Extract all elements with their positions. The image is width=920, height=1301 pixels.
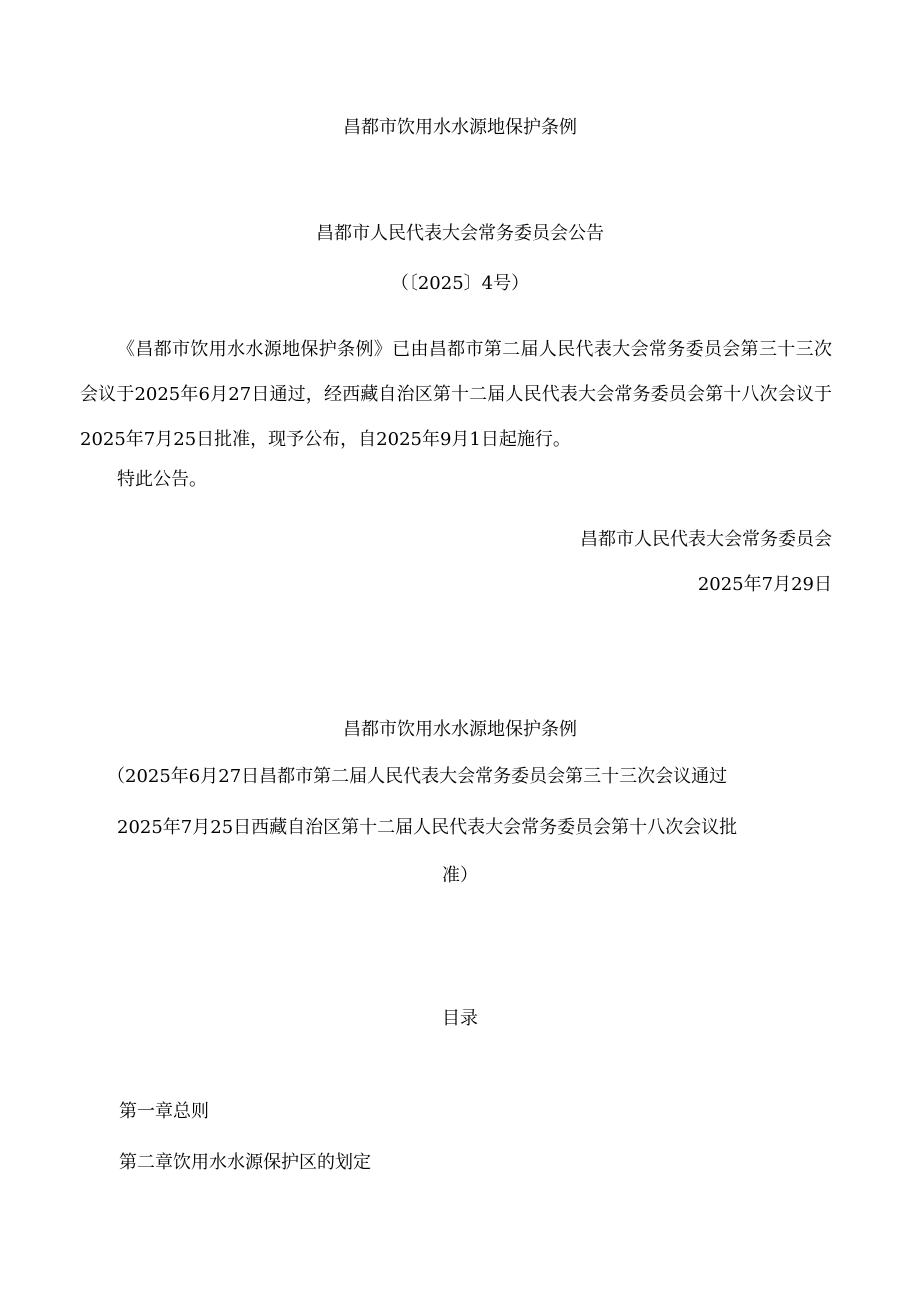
- announcement-number: （〔2025〕4号）: [390, 273, 530, 294]
- toc-item-chapter-2: 第二章饮用水水源保护区的划定: [119, 1152, 371, 1173]
- announcement-body: 《昌都市饮用水水源地保护条例》已由昌都市第二届人民代表大会常务委员会第三十三次会议于2025年6月27日通过，经西藏自治区第十二届人民代表大会常务委员会第十八次会议于2025年7月25日批准，现予公布，自2025年9月1日起施行。: [80, 339, 832, 450]
- toc-item-chapter-1: 第一章总则: [119, 1101, 209, 1122]
- announcement-signature: 昌都市人民代表大会常务委员会: [580, 529, 832, 550]
- document-title: 昌都市饮用水水源地保护条例: [343, 117, 577, 138]
- toc-heading: 目录: [442, 1008, 478, 1029]
- announcement-heading: 昌都市人民代表大会常务委员会公告: [316, 223, 604, 244]
- regulation-note-line-3: 准）: [442, 865, 478, 886]
- announcement-closing: 特此公告。: [117, 469, 207, 490]
- regulation-title: 昌都市饮用水水源地保护条例: [343, 719, 577, 740]
- regulation-note-line-2: 2025年7月25日西藏自治区第十二届人民代表大会常务委员会第十八次会议批: [117, 817, 738, 838]
- regulation-note-line-1: （2025年6月27日昌都市第二届人民代表大会常务委员会第三十三次会议通过: [107, 766, 728, 787]
- announcement-date: 2025年7月29日: [697, 574, 832, 595]
